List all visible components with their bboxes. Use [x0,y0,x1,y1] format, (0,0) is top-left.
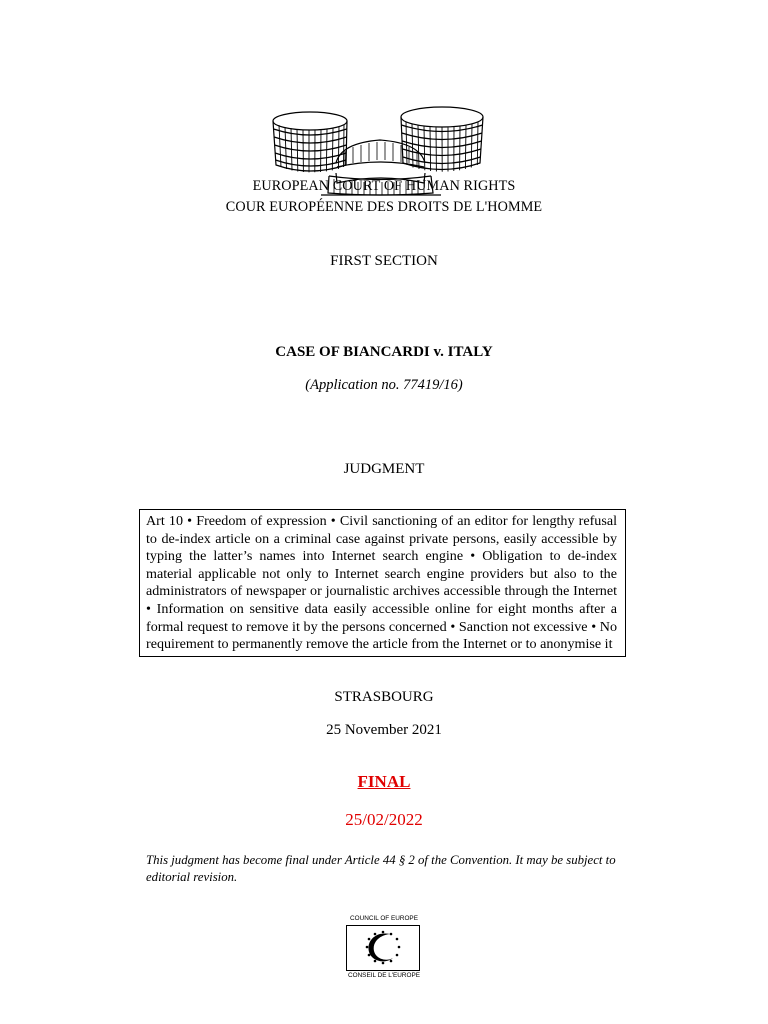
final-date: 25/02/2022 [345,810,423,829]
court-name-french: COUR EUROPÉENNE DES DROITS DE L'HOMME [225,199,543,215]
council-of-europe-stars-emblem-icon [346,925,420,971]
case-title: CASE OF BIANCARDI v. ITALY [275,344,493,360]
place: STRASBOURG [334,689,434,705]
section-heading: FIRST SECTION [330,253,438,269]
document-type: JUDGMENT [343,461,425,477]
application-number: (Application no. 77419/16) [305,377,463,393]
keywords-summary-box: Art 10 • Freedom of expression • Civil sanctioning of an editor for lengthy refusal to de-index article on a criminal case against private persons, easily accessible by typing the latter’s names into Internet search engine • Obligation to de-index material applicable not only to Internet search engine providers but also to the administrators of newspaper or journalistic archives accessible through the Internet • Information on sensitive data easily accessible online for eight months after a formal request to remove it by the persons concerned • Sanction not excessive • No requirement to permanently remove the article from the Internet or to anonymise it [139,509,626,657]
judgment-date: 25 November 2021 [326,722,442,738]
court-name-english: EUROPEAN COURT OF HUMAN RIGHTS [252,178,516,194]
council-of-europe-logo [338,915,430,981]
final-note: This judgment has become final under Article 44 § 2 of the Convention. It may be subject to editorial revision. [146,853,616,884]
council-name-french: CONSEIL DE L'EUROPE [347,972,420,979]
council-name-english: COUNCIL OF EUROPE [350,915,418,922]
final-label: FINAL [357,772,411,791]
